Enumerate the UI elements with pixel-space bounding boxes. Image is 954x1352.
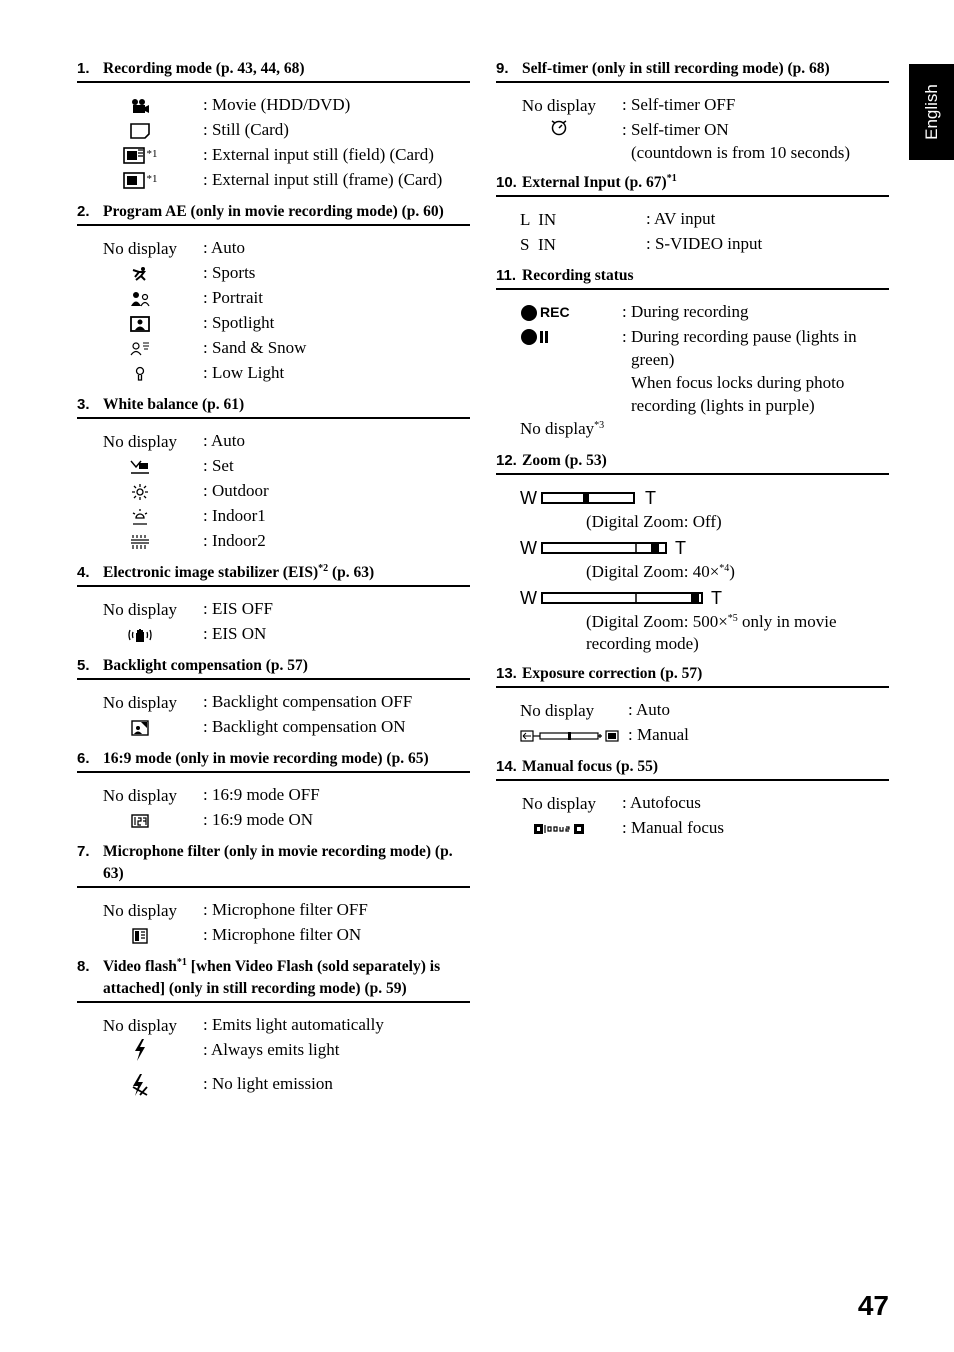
list-item-label: No display (102, 239, 178, 258)
section-heading (496, 265, 889, 290)
list-item (496, 207, 889, 232)
section-exposure (496, 663, 889, 748)
section-manual-focus (496, 756, 889, 841)
list-item-value: : Emits light automatically (203, 1015, 384, 1034)
list-item-value: : Still (Card) (203, 120, 289, 139)
low-light-icon (134, 366, 146, 382)
list-item-value: : Microphone filter OFF (203, 900, 368, 919)
list-item-value: : EIS OFF (203, 599, 273, 618)
list-item-value: : Indoor1 (203, 506, 266, 525)
section-eis (77, 562, 470, 647)
list-item (496, 723, 889, 748)
list-item (77, 1013, 470, 1038)
list-item (77, 808, 470, 833)
list-item (77, 168, 470, 193)
list-item-value: : During recording (622, 302, 749, 321)
section-heading (77, 201, 470, 226)
sand-snow-icon (129, 341, 151, 357)
zoom-wide-label: W (520, 538, 537, 558)
section-number: 3. (77, 396, 90, 413)
section-169-mode (77, 748, 470, 833)
section-number: 6. (77, 750, 90, 767)
left-column (77, 58, 470, 1105)
zoom-wide-label: W (520, 588, 537, 608)
list-item-label: No display (102, 693, 178, 712)
zoom-bar-icon (541, 490, 641, 506)
list-item-label: L IN (520, 210, 557, 229)
list-item-value: : EIS ON (203, 624, 267, 643)
section-number: 12. (496, 452, 517, 469)
list-item (77, 1072, 470, 1097)
section-number: 1. (77, 60, 90, 77)
list-item-label: No display (102, 600, 178, 619)
zoom-indicator (520, 485, 889, 511)
list-item-value: : Manual focus (622, 818, 724, 837)
section-heading (496, 663, 889, 688)
sun-icon (131, 483, 149, 501)
list-item (77, 504, 470, 529)
mic-filter-icon (132, 928, 148, 944)
list-item-value: : Movie (HDD/DVD) (203, 95, 351, 114)
list-item (496, 698, 889, 723)
list-item (77, 479, 470, 504)
section-heading (496, 172, 889, 197)
list-item (496, 417, 889, 442)
list-item-label: S IN (520, 235, 556, 254)
zoom-caption: (Digital Zoom: 40×$^{*4}$) (586, 562, 735, 581)
section-number: 2. (77, 203, 90, 220)
section-number: 13. (496, 665, 517, 682)
section-title: Backlight compensation (p. 57) (103, 657, 308, 674)
section-heading (77, 394, 470, 419)
zoom-bar-icon (541, 540, 671, 556)
list-item (77, 118, 470, 143)
section-title: Microphone filter (only in movie recording mode) (p. 63) (103, 843, 453, 882)
list-item-label: No display (102, 432, 178, 451)
section-recording-mode (77, 58, 470, 193)
section-heading (77, 562, 470, 587)
list-item-label: No display (521, 794, 597, 813)
list-item-value: : External input still (field) (Card) (203, 145, 434, 164)
list-item-value: : Backlight compensation OFF (203, 692, 413, 711)
list-item-value: : Microphone filter ON (203, 925, 362, 944)
list-item-value: : Indoor2 (203, 531, 266, 550)
record-pause-icon (520, 328, 550, 346)
list-item-value: : Always emits light (203, 1040, 340, 1059)
section-number: 5. (77, 657, 90, 674)
zoom-caption: (Digital Zoom: 500×$^{*5}$ only in movie recording mode) (586, 612, 837, 653)
list-item (496, 325, 889, 417)
list-item (77, 1038, 470, 1072)
list-item-value: : 16:9 mode ON (203, 810, 314, 829)
section-white-balance (77, 394, 470, 554)
list-item-value: : AV input (646, 209, 716, 228)
section-title: Zoom (p. 53) (522, 452, 607, 469)
list-item (496, 93, 889, 118)
list-item-note: recording (lights in purple) (631, 396, 815, 415)
section-title: Recording status (522, 267, 634, 284)
section-number: 14. (496, 758, 517, 775)
list-item (77, 923, 470, 948)
page-number: 47 (857, 1290, 889, 1321)
list-item-value: : Auto (628, 700, 671, 719)
list-item (77, 690, 470, 715)
section-zoom (496, 450, 889, 655)
list-item (77, 361, 470, 386)
section-title: Self-timer (only in still recording mode) (p. 68) (522, 60, 830, 77)
list-item-value: : Manual (628, 725, 689, 744)
list-item-value: : Sand & Snow (203, 338, 307, 357)
footnote-marker: *1 (146, 173, 158, 185)
list-item (77, 311, 470, 336)
section-heading (496, 450, 889, 475)
list-item-note: When focus locks during photo (631, 373, 845, 392)
list-item-note: green) (631, 350, 675, 369)
list-item (77, 715, 470, 740)
language-tab-label: English (921, 84, 941, 140)
list-item-label: No display (102, 901, 178, 920)
no-flash-icon (131, 1073, 149, 1097)
wb-set-icon (130, 459, 150, 475)
external-field-icon (123, 147, 145, 164)
list-item-label: No display (520, 701, 595, 720)
list-item (77, 898, 470, 923)
list-item (77, 597, 470, 622)
list-item-value: : Backlight compensation ON (203, 717, 406, 736)
zoom-indicator (520, 535, 889, 561)
section-heading (496, 756, 889, 781)
list-item-value: : During recording pause (lights in (622, 327, 857, 346)
zoom-bar-icon (541, 590, 707, 606)
language-tab (909, 64, 954, 160)
zoom-wide-label: W (520, 488, 537, 508)
list-item (77, 454, 470, 479)
section-title: Recording mode (p. 43, 44, 68) (103, 60, 305, 77)
list-item-label: No display$^{*3}$ (520, 419, 605, 438)
list-item (496, 300, 889, 325)
fluorescent-icon (130, 534, 150, 550)
list-item (77, 429, 470, 454)
section-heading (496, 58, 889, 83)
list-item (496, 118, 889, 164)
list-item-value: : Autofocus (622, 793, 701, 812)
external-frame-icon (123, 172, 145, 189)
list-item-value: : No light emission (203, 1074, 333, 1093)
list-item (77, 261, 470, 286)
zoom-tele-label: T (675, 538, 686, 558)
list-item-label: No display (521, 96, 597, 115)
list-item-value: : Outdoor (203, 481, 269, 500)
right-column (496, 58, 889, 849)
section-heading (77, 655, 470, 680)
list-item (77, 286, 470, 311)
sports-icon (130, 266, 150, 282)
list-item (77, 336, 470, 361)
zoom-tele-label: T (645, 488, 656, 508)
spotlight-icon (130, 316, 150, 332)
list-item-value: : Auto (203, 238, 246, 257)
list-item (77, 93, 470, 118)
manual-focus-icon (533, 823, 585, 835)
list-item (77, 529, 470, 554)
section-title: Electronic image stabilizer (EIS)$^{*2}$ (p. 63) (103, 563, 375, 581)
footnote-marker: *1 (146, 148, 158, 160)
flash-icon (133, 1038, 147, 1062)
section-heading (77, 748, 470, 773)
section-heading (77, 956, 470, 1003)
zoom-tele-label: T (711, 588, 722, 608)
section-title: Manual focus (p. 55) (522, 758, 659, 775)
section-backlight (77, 655, 470, 740)
section-heading (77, 841, 470, 888)
section-title: 16:9 mode (only in movie recording mode) (p. 65) (103, 750, 429, 767)
list-item-value: : Spotlight (203, 313, 275, 332)
record-dot-icon (520, 304, 538, 322)
list-item-value: : Portrait (203, 288, 263, 307)
list-item-note: (countdown is from 10 seconds) (631, 143, 851, 162)
section-heading (77, 58, 470, 83)
wide-169-icon (131, 814, 149, 828)
section-external-input (496, 172, 889, 257)
self-timer-icon (549, 118, 569, 136)
zoom-indicator (520, 585, 889, 611)
list-item-value: : Low Light (203, 363, 285, 382)
section-number: 7. (77, 843, 90, 860)
section-recording-status (496, 265, 889, 442)
section-mic-filter (77, 841, 470, 948)
list-item (77, 783, 470, 808)
backlight-icon (131, 720, 149, 736)
section-number: 9. (496, 60, 509, 77)
section-number: 11. (496, 267, 517, 284)
list-item (496, 791, 889, 816)
list-item-value: : Sports (203, 263, 256, 282)
still-card-icon (130, 123, 150, 139)
list-item-value: : Self-timer OFF (622, 95, 736, 114)
list-item (77, 622, 470, 647)
section-number: 8. (77, 958, 90, 975)
list-item (496, 816, 889, 841)
section-title: Program AE (only in movie recording mode) (p. 60) (103, 203, 444, 220)
list-item-value: : S-VIDEO input (646, 234, 763, 253)
list-item-value: : Self-timer ON (622, 120, 729, 139)
section-program-ae (77, 201, 470, 386)
list-item (77, 236, 470, 261)
list-item-value: : Set (203, 456, 234, 475)
section-title: Video flash$^{*1}$ [when Video Flash (sold separately) is attached] (only in still recording mode) (p. 59) (103, 957, 441, 997)
section-title: Exposure correction (p. 57) (522, 665, 703, 682)
section-video-flash (77, 956, 470, 1097)
list-item (496, 232, 889, 257)
section-number: 4. (77, 564, 90, 581)
list-item-value: : 16:9 mode OFF (203, 785, 320, 804)
list-item-value: : Auto (203, 431, 246, 450)
section-title: External Input (p. 67)$^{*1}$ (522, 173, 677, 191)
list-item (77, 143, 470, 168)
list-item-label: No display (102, 1016, 178, 1035)
portrait-icon (130, 291, 150, 307)
list-item-label: No display (102, 786, 178, 805)
section-self-timer (496, 58, 889, 164)
rec-label: REC (540, 304, 570, 320)
zoom-caption: (Digital Zoom: Off) (586, 512, 722, 531)
bulb-icon (131, 508, 149, 526)
section-number: 10. (496, 174, 517, 191)
movie-camera-icon (130, 98, 150, 114)
section-title: White balance (p. 61) (103, 396, 245, 413)
eis-hand-icon (127, 627, 153, 643)
list-item-value: : External input still (frame) (Card) (203, 170, 443, 189)
exposure-bar-icon (520, 729, 620, 743)
